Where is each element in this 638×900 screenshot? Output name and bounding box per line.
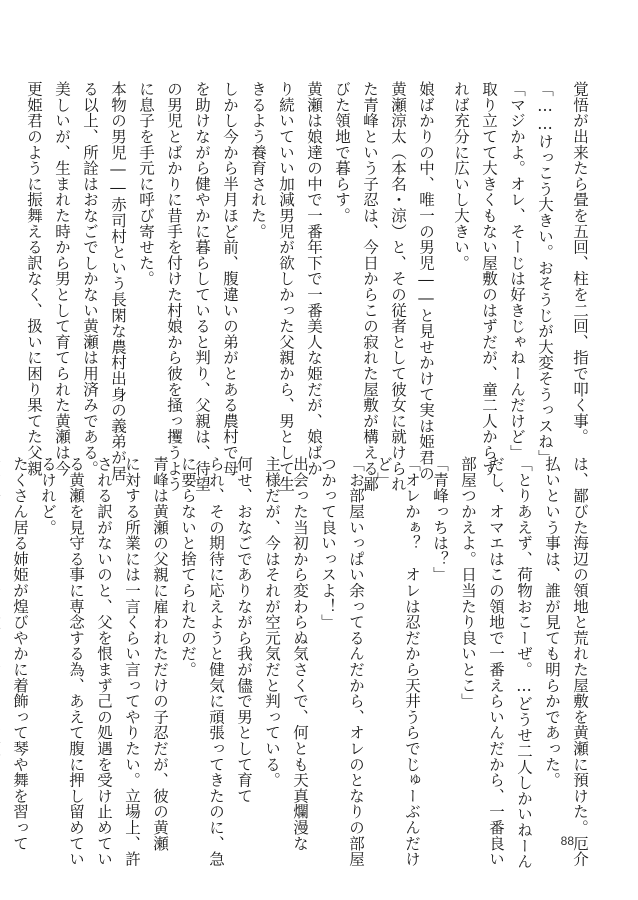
lower-text-column: 出会った当初から変わらぬ気さくで、何とも天真爛漫な	[291, 456, 309, 851]
upper-text-column: 黄瀬は娘達の中で一番年下で一番美人な姫だが、娘ばか	[305, 81, 323, 476]
lower-text-column: に対する所業には一言くらい言ってやりたい。立場上、許	[123, 456, 141, 867]
lower-text-column: 「お部屋いっぱい余ってるんだから、オレのとなりの部屋	[347, 456, 365, 867]
lower-text-column: つかって良いっスよ！」	[319, 456, 337, 630]
upper-text-column: 取り立てて大きくもない屋敷のはずだが、童二人からす	[480, 81, 498, 476]
lower-text-column: に要らないと捨てられたのだ。	[179, 456, 197, 678]
lower-text-column: される訳がないのと、父を恨まず己の処遇を受け止めてい	[95, 456, 113, 867]
upper-text-column: た青峰という子忍は、今日からこの寂れた屋敷が構える鄙	[361, 81, 379, 492]
upper-text-column: 美しいが、生まれた時から男として育てられた黄瀬は今	[53, 81, 71, 476]
upper-text-column: びた領地で暮らす。	[333, 81, 351, 224]
upper-text-column: の男児とばかりに昔手を付けた村娘から彼を掻っ攫うよう	[165, 81, 183, 492]
lower-text-column: 青峰は黄瀬の父親に雇われただけの子忍だが、彼の黄瀬	[151, 456, 169, 851]
lower-text-column: るけれど。	[39, 456, 57, 535]
upper-text-column: 娘ばかりの中、唯一の男児――と見せかけて実は姫君の	[417, 81, 435, 481]
upper-text-column: る以上、所詮はおなごでしかない黄瀬は用済みである。	[81, 81, 99, 476]
upper-text-column: 「マジかよ。オレ、そーじは好きじゃねーんだけど」	[508, 81, 526, 461]
upper-text-column: しかし今から半月ほど前、腹違いの弟がとある農村で母	[221, 81, 239, 476]
lower-text-column: 何せ、おなごでありながら我が儘で男として育て	[235, 456, 253, 804]
lower-text-column	[0, 456, 2, 786]
lower-text-column: る黄瀬を見守る事に専念する為、あえて腹に押し留めてい	[67, 456, 85, 867]
upper-text-column: 本物の男児――赤司村という長閑な農村出身の義弟が居	[109, 81, 127, 481]
lower-text-column: 「オレかぁ？ オレは忍だから天井うらでじゅーぶんだけ	[403, 456, 421, 867]
upper-text-block	[25, 81, 590, 492]
lower-text-column: 部屋つかえよ。日当たり良いとこ」	[459, 456, 477, 709]
upper-text-column: 覚悟が出来たら畳を五回、柱を二回、指で叩く事。	[571, 81, 589, 445]
upper-text-column: に息子を手元に呼び寄せた。	[137, 81, 155, 287]
upper-text-column: 更姫君のように振舞える訳なく、扱いに困り果てた父親	[25, 81, 43, 476]
lower-text-column: は、鄙びた海辺の領地と荒れた屋敷を黄瀬に預けた。厄介	[571, 456, 589, 867]
lower-text-column: 「とりあえず、荷物おこーぜ。…どうせ二人しかいねーん	[515, 456, 533, 870]
upper-text-column: きるよう養育された。	[249, 81, 267, 239]
page-number: 88	[560, 834, 574, 848]
upper-text-column: を助けながら健やかに暮らしていると判り、父親は、待望	[193, 81, 211, 492]
lower-text-column: たくさん居る姉姫が煌びやかに着飾って琴や舞を習って	[11, 456, 29, 851]
upper-text-column: れば充分に広いし大きい。	[452, 81, 470, 271]
lower-text-column: 払いという事は、誰が見ても明らかであった。	[543, 456, 561, 788]
upper-text-column: 「……けっこう大きい。おそうじが大変そうっスね」	[536, 81, 554, 466]
lower-text-column: だし、オマエはこの領地で一番えらいんだから、一番良い	[487, 456, 505, 867]
upper-text-column: 黄瀬涼太（本名・涼）と、その従者として彼女に就けられ	[389, 81, 407, 492]
lower-text-column: られ、その期待に応えようと健気に頑張ってきたのに、急	[207, 456, 225, 867]
lower-text-column: 「青峰っちは？」	[431, 456, 449, 583]
upper-text-column: り続いていい加減男児が欲しかった父親から、男として生	[277, 81, 295, 492]
lower-text-column: ど」	[375, 456, 393, 488]
lower-text-column: 主様だが、今はそれが空元気だと判っている。	[263, 456, 281, 788]
